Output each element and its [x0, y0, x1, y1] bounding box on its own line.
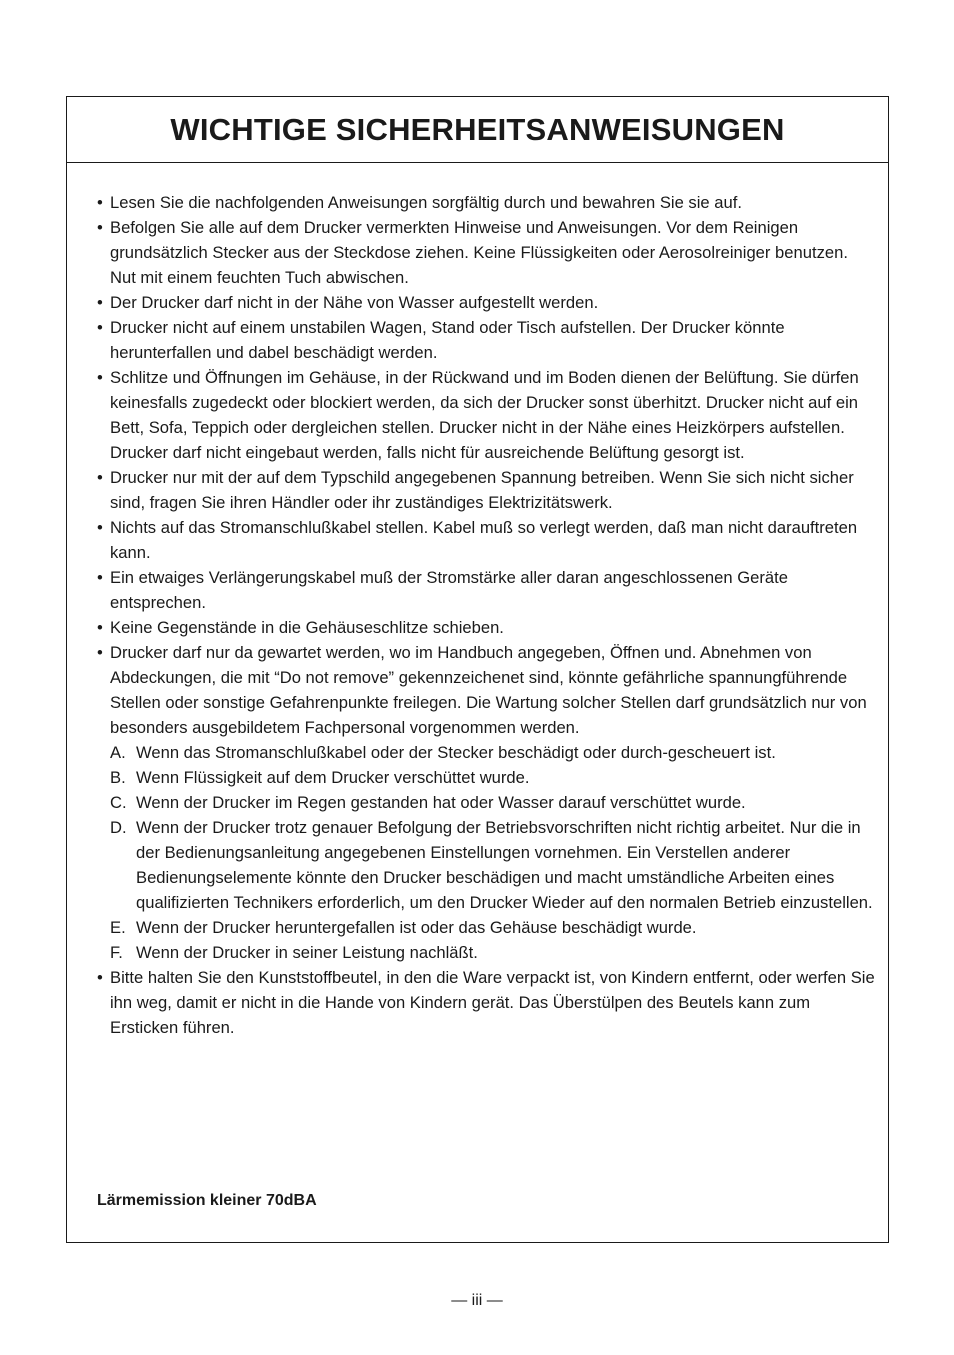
page-title: WICHTIGE SICHERHEITSANWEISUNGEN	[170, 111, 785, 147]
noise-emission-note: Lärmemission kleiner 70dBA	[97, 1192, 317, 1209]
sub-letter: A.	[110, 743, 126, 762]
page-number: — iii —	[451, 1292, 503, 1309]
sub-letter: B.	[110, 768, 126, 787]
list-item: • Der Drucker darf nicht in der Nähe von Wasser aufgestellt werden.	[97, 290, 877, 315]
sub-letter: E.	[110, 918, 126, 937]
list-item: • Drucker nicht auf einem unstabilen Wagen, Stand oder Tisch aufstellen. Der Drucker könnte herunterfallen und dabel beschädigt werden.	[97, 315, 877, 365]
sub-list-item	[110, 815, 877, 915]
instructions-content	[97, 190, 877, 1040]
title-bar	[67, 97, 888, 163]
sub-list-item	[110, 765, 877, 790]
sub-list-item	[110, 940, 877, 965]
sub-list	[110, 740, 877, 965]
list-item-maintenance	[97, 640, 877, 965]
list-item: • Bitte halten Sie den Kunststoffbeutel, in den die Ware verpackt ist, von Kindern entfernt, oder werfen Sie ihn weg, damit er nicht in die Hande von Kindern gerät. Das Überstülpen des Beutels kann zum Ersticken führen.	[97, 965, 877, 1040]
sub-letter: F.	[110, 943, 123, 962]
list-item: • Lesen Sie die nachfolgenden Anweisungen sorgfältig durch und bewahren Sie sie auf.	[97, 190, 877, 215]
list-item: • Schlitze und Öffnungen im Gehäuse, in der Rückwand und im Boden dienen der Belüftung. Sie dürfen keinesfalls zugedeckt oder blockiert werden, da sich der Drucker sonst überhitzt. Drucker nicht auf ein Bett, Sofa, Teppich oder dergleichen stellen. Drucker nicht in der Nähe eines Heizkörpers aufstellen. Drucker darf nicht eingebaut werden, falls nicht für ausreichende Belüftung gesorgt ist.	[97, 365, 877, 465]
safety-instructions-box	[66, 96, 889, 1243]
list-item: • Drucker nur mit der auf dem Typschild angegebenen Spannung betreiben. Wenn Sie sich nicht sicher sind, fragen Sie ihren Händler oder ihr zuständiges Elektrizitätswerk.	[97, 465, 877, 515]
sub-text: Wenn Flüssigkeit auf dem Drucker verschüttet wurde.	[136, 768, 530, 787]
list-item: • Nichts auf das Stromanschlußkabel stellen. Kabel muß so verlegt werden, daß man nicht darauftreten kann.	[97, 515, 877, 565]
sub-letter: C.	[110, 793, 127, 812]
list-item: • Ein etwaiges Verlängerungskabel muß der Stromstärke aller daran angeschlossenen Geräte entsprechen.	[97, 565, 877, 615]
list-item: • Befolgen Sie alle auf dem Drucker vermerkten Hinweise und Anweisungen. Vor dem Reinigen grundsätzlich Stecker aus der Steckdose ziehen. Keine Flüssigkeiten oder Aerosolreiniger benutzen. Nut mit einem feuchten Tuch abwischen.	[97, 215, 877, 290]
sub-text: Wenn der Drucker heruntergefallen ist oder das Gehäuse beschädigt wurde.	[136, 918, 697, 937]
list-item-text: Drucker darf nur da gewartet werden, wo im Handbuch angegeben, Öffnen und. Abnehmen von Abdeckungen, die mit “Do not remove” gekennzeichenet sind, könnte gefährliche spannungführende Stellen oder sonstige Gefahrenpunkte freilegen. Die Wartung solcher Stellen darf grundsätzlich nur von besonders ausgebildetem Fachpersonal vorgenommen werden.	[110, 643, 867, 737]
sub-list-item	[110, 915, 877, 940]
sub-text: Wenn der Drucker trotz genauer Befolgung der Betriebsvorschriften nicht richtig arbeitet. Nur die in der Bedienungsanleitung angegebenen Einstellungen vornehmen. Ein Verstellen anderer Bedienungselemente könnte den Drucker beschädigen und macht umständliche Arbeiten eines qualifizierten Technikers erforderlich, um den Drucker Wieder auf den normalen Betrieb einzustellen.	[136, 818, 873, 912]
list-item: • Keine Gegenstände in die Gehäuseschlitze schieben.	[97, 615, 877, 640]
sub-list-item	[110, 740, 877, 765]
sub-letter: D.	[110, 818, 127, 837]
sub-text: Wenn das Stromanschlußkabel oder der Stecker beschädigt oder durch-gescheuert ist.	[136, 743, 776, 762]
sub-text: Wenn der Drucker in seiner Leistung nachläßt.	[136, 943, 478, 962]
sub-list-item	[110, 790, 877, 815]
sub-text: Wenn der Drucker im Regen gestanden hat oder Wasser darauf verschüttet wurde.	[136, 793, 746, 812]
instruction-list	[97, 190, 877, 1040]
